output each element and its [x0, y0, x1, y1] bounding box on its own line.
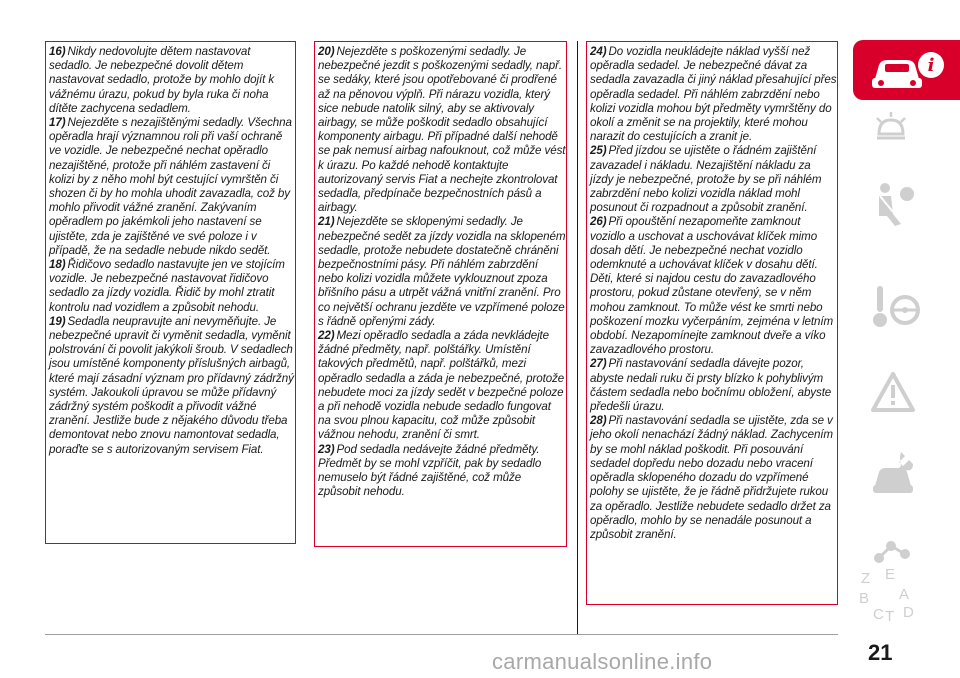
- note-text: Před jízdou se ujistěte o řádném zajištění zavazadel i nákladu. Nezajištění nákladu za jízdy je nebezpečné, protože by se při náhlém zabrzdění nebo kolizi vozidla náklad mohl posunout či rozpadnout a způsobit zranění.: [590, 144, 822, 215]
- note-number: 24): [590, 45, 607, 58]
- index-letter: D: [903, 604, 914, 621]
- note-text: Nejezděte s poškozenými sedadly. Je nebezpečné jezdit s poškozenými sedadly, např. se sedáky, které jsou opotřebované či prodřené až na pěnovou výplň. Při nárazu vozidla, který sice nebude natolik silný, aby se aktivovaly airbagy, se může poškodit sedadlo obsahující komponenty airbagu. Při případné další nehodě se pak nemusí airbag nafouknout, což může vést k úrazu. Po každé nehodě kontaktujte autorizovaný servis Fiat a nechejte zkontrolovat sedadla, předpínače bezpečnostních pásů a airbagy.: [318, 45, 566, 215]
- warning-paragraph: [318, 215, 566, 329]
- note-number: 28): [590, 414, 607, 428]
- note-text: Nejezděte se sklopenými sedadly. Je nebezpečné sedět za jízdy vozidla na sklopeném sedadle, protože nebudete dostatečně chráněni bezpečnostními pásy. Při náhlém zabrzdění nebo kolizi vozidla můžete vyklouznout zpoza břišního pásu a utrpět vážná vnitřní zranění. Pro co největší ochranu jezděte ve vzpřímené poloze s řádně opřenými zády.: [318, 215, 566, 328]
- page-number: 21: [868, 640, 893, 665]
- key-steering-icon[interactable]: [871, 280, 921, 330]
- note-text: Nikdy nedovolujte dětem nastavovat sedadlo. Je nebezpečné dovolit dětem nastavovat sedadlo, protože by mohlo dojít k vážnému úrazu, pokud by byla ruka či noha dítěte zachycena sedadlem.: [49, 45, 275, 115]
- warning-paragraph: [49, 258, 295, 315]
- warning-triangle-icon[interactable]: [871, 370, 921, 414]
- note-number: 18): [49, 258, 66, 272]
- note-number: 21): [318, 215, 335, 229]
- index-letter: Z: [861, 570, 871, 587]
- note-text: Při nastavování sedadla dávejte pozor, abyste nedali ruku či prsty blízko k pohyblivým částem sedadla nebo bočnímu obložení, abyste předešli úrazu.: [590, 357, 832, 414]
- note-number: 25): [590, 144, 607, 158]
- text-column-3: [586, 41, 838, 605]
- note-text: Mezi opěradlo sedadla a záda nevkládejte žádné předměty, např. polštářky. Umístění takových předmětů, např. polštářků, mezi opěradlo sedadla a záda je nebezpečné, protože nebudete moci za jízdy sedět v bezpečné poloze a při nehodě vozidla nebude sedadlo fungovat na svou plnou kapacitu, což může způsobit vážnou nehodu, zranění či smrt.: [318, 329, 565, 442]
- note-number: 19): [49, 314, 66, 328]
- column-divider: [577, 41, 578, 634]
- note-text: Nejezděte s nezajištěnými sedadly. Všechna opěradla hrají významnou roli při vaší ochraně ve vozidle. Je nebezpečné nechat opěradlo nezajištěné, protože při náhlém zastavení či kolizi by z něho mohl být cestující vymrštěn či shozen či by ho mohla uhodit zavazadla, což by mohlo přivodit vážné zranění. Zakývaním opěradlem po jakémkoli jeho nastavení se ujistěte, zda je zajištěné ve své poloze i v případě, že na sedadle nebude nikdo sedět.: [49, 116, 292, 257]
- text-column-1: [45, 41, 296, 544]
- warning-paragraph: [318, 329, 566, 443]
- note-number: 20): [318, 45, 335, 58]
- warning-paragraph: [590, 414, 837, 542]
- warning-paragraph: [49, 45, 295, 116]
- note-number: 17): [49, 116, 66, 130]
- note-number: 16): [49, 45, 66, 58]
- note-text: Při opouštění nezapomeňte zamknout vozidlo a uschovat a uschovávat klíček mimo dosah dětí. Je nebezpečné nechat vozidlo odemknuté a uchovávat klíček v dosahu dětí. Děti, které si najdou cestu do zavazadlového prostoru, pokud zůstane otevřený, se v něm mohou zamknout. To může vést ke smrti nebo poškození mozku vyčerpáním, zejména v letním období. Nezapomínejte zamknout dveře a víko zavazadlového prostoru.: [590, 215, 834, 357]
- note-number: 27): [590, 357, 607, 371]
- note-number: 23): [318, 442, 335, 456]
- warning-paragraph: [49, 116, 295, 258]
- note-text: Do vozidla neukládejte náklad vyšší než opěradla sedadel. Je nebezpečné dávat za sedadla zavazadla či jiný náklad přesahující přes opěradla sedadel. Při náhlém zabrzdění nebo kolizi vozidla mohou být předměty vymrštěny do okolí a změnit se na projektily, které mohou narazit do cestujících a zranit je.: [590, 45, 837, 144]
- text-column-2: [314, 41, 567, 547]
- svg-text:i: i: [927, 55, 935, 76]
- car-info-icon: [867, 45, 947, 95]
- warning-paragraph: [318, 443, 566, 500]
- warning-paragraph: [590, 357, 837, 414]
- note-text: Pod sedadla nedávejte žádné předměty. Předmět by se mohl vzpříčit, pak by sedadlo nemuselo být řádné zajištěné, což může způsobit nehodu.: [318, 442, 542, 499]
- note-text: Řidičovo sedadlo nastavujte jen ve stojícím vozidle. Je nebezpečné nastavovat řidičovo sedadlo za jízdy vozidla. Řidič by mohl ztratit kontrolu nad vozidlem a způsobit nehodu.: [49, 258, 285, 314]
- warning-light-icon[interactable]: [871, 110, 911, 150]
- footer-rule: [45, 634, 838, 635]
- sidebar-tab-knowing-your-car[interactable]: [853, 40, 960, 100]
- warning-paragraph: [590, 45, 837, 144]
- note-text: Sedadla neupravujte ani nevyměňujte. Je nebezpečné upravit či vyměnit sedadla, vyměnit polstrování či povolit jakýkoli šroub. V sedadlech jsou umístěné komponenty příslušných airbagů, které mají zásadní význam pro přídavný zádržný systém. Jakoukoli úpravou se může přídavný zádržný systém poškodit a přivodit vážné zranění. Jestliže bude z nějakého důvodu třeba demontovat nebo znovu namontovat sedadla, poraďte se s autorizovaným servisem Fiat.: [49, 314, 294, 456]
- index-letter: A: [899, 586, 910, 603]
- index-letter: E: [885, 566, 896, 583]
- note-number: 22): [318, 329, 335, 343]
- watermark: carmanualsonline.info: [492, 649, 713, 674]
- note-number: 26): [590, 215, 607, 229]
- warning-paragraph: [49, 315, 295, 457]
- warning-paragraph: [590, 144, 837, 215]
- index-letter: B: [859, 590, 870, 607]
- index-letter: T: [885, 608, 895, 625]
- wrench-car-icon[interactable]: [871, 450, 921, 496]
- seatbelt-airbag-icon[interactable]: [871, 180, 915, 230]
- warning-paragraph: [590, 215, 837, 357]
- index-letter: C: [873, 606, 884, 623]
- index-letters-icon[interactable]: [855, 565, 935, 625]
- warning-paragraph: [318, 45, 566, 215]
- note-text: Při nastavování sedadla se ujistěte, zda se v jeho okolí nenachází žádný náklad. Zachycením by se mohl náklad poškodit. Při posouvání sedadel dopředu nebo dozadu nebo vracení opěradla sklopeného dozadu do vzpřímené polohy se ujistěte, že je řádně přidržujete rukou za opěradlo. Jestliže nebudete sedadlo držet za opěradlo, mohlo by se nenadále posunout a způsobit zranění.: [590, 414, 833, 541]
- data-icon[interactable]: [871, 530, 917, 570]
